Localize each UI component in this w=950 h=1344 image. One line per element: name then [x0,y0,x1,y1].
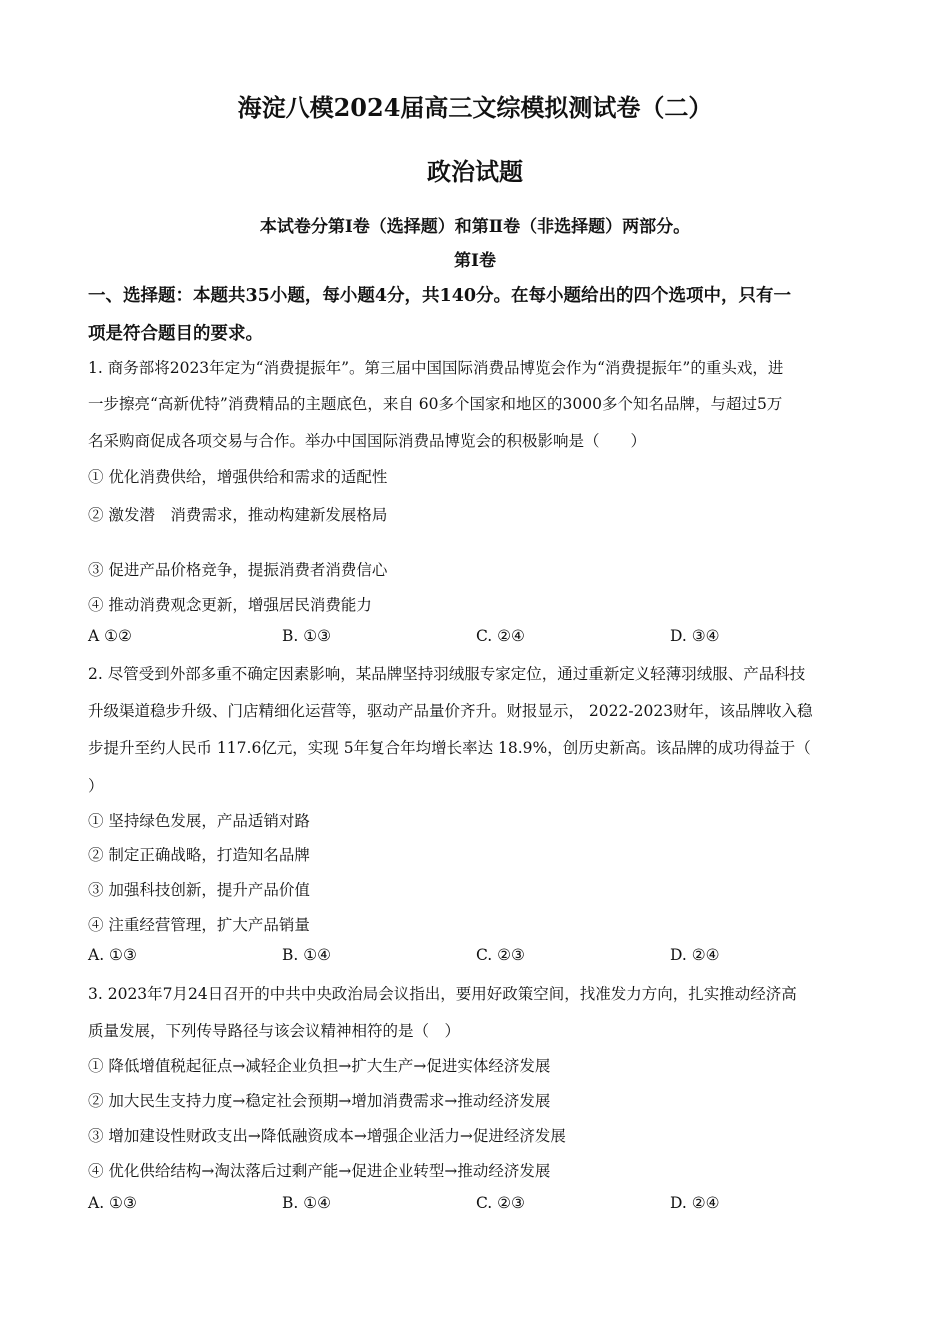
q2-stem-line: 步提升至约人民币 117.6亿元，实现 5年复合年均增长率达 18.9%，创历史新高。该品牌的成功得益于（ [88,739,811,757]
q3-item: ④ 优化供给结构→淘汰落后过剩产能→促进企业转型→推动经济发展 [88,1162,551,1180]
q1-stem-line: 一步擦亮“高新优特”消费精品的主题底色，来自 60多个国家和地区的3000多个知名品牌，与超过5万 [88,395,783,413]
section-heading-line-1: 一、选择题：本题共35小题，每小题4分，共140分。在每小题给出的四个选项中，只有一 [88,286,792,306]
q1-item: ③ 促进产品价格竞争，提振消费者消费信心 [88,561,388,579]
q1-option-b: B. ①③ [282,627,332,645]
q1-stem-line: 名采购商促成各项交易与合作。举办中国国际消费品博览会的积极影响是（ ） [88,432,647,450]
q1-item: ① 优化消费供给，增强供给和需求的适配性 [88,468,388,486]
q3-item: ② 加大民生支持力度→稳定社会预期→增加消费需求→推动经济发展 [88,1092,551,1110]
subject-title: 政治试题 [427,157,523,186]
section-heading-line-2: 项是符合题目的要求。 [88,324,263,344]
q1-item: ④ 推动消费观念更新，增强居民消费能力 [88,596,372,614]
q1-stem-line: 1. 商务部将2023年定为“消费提振年”。第三届中国国际消费品博览会作为“消费提振年”的重头戏，进 [88,359,784,377]
q2-item: ① 坚持绿色发展，产品适销对路 [88,812,310,830]
q2-option-b: B. ①④ [282,946,332,964]
q2-stem-line: ） [88,777,104,795]
q3-option-a: A. ①③ [88,1194,137,1212]
q3-item: ③ 增加建设性财政支出→降低融资成本→增强企业活力→促进经济发展 [88,1127,566,1145]
exam-note: 本试卷分第Ⅰ卷（选择题）和第Ⅱ卷（非选择题）两部分。 [259,217,691,237]
q2-item: ② 制定正确战略，打造知名品牌 [88,846,310,864]
q2-item: ③ 加强科技创新，提升产品价值 [88,881,310,899]
part-label: 第Ⅰ卷 [454,251,496,271]
q2-option-d: D. ②④ [670,946,720,964]
q3-option-d: D. ②④ [670,1194,720,1212]
q2-stem-line: 升级渠道稳步升级、门店精细化运营等，驱动产品量价齐升。财报显示， 2022-2023财年，该品牌收入稳 [88,702,813,720]
q3-stem-line: 3. 2023年7月24日召开的中共中央政治局会议指出，要用好政策空间，找准发力方向，扎实推动经济高 [88,985,797,1003]
exam-title: 海淀八模2024届高三文综模拟测试卷（二） [237,93,713,122]
q1-option-a: A ①② [88,627,132,645]
q3-option-b: B. ①④ [282,1194,332,1212]
q1-item: ② 激发潜 消费需求，推动构建新发展格局 [88,506,388,524]
q2-item: ④ 注重经营管理，扩大产品销量 [88,916,310,934]
q1-option-d: D. ③④ [670,627,720,645]
q2-stem-line: 2. 尽管受到外部多重不确定因素影响，某品牌坚持羽绒服专家定位，通过重新定义轻薄羽绒服、产品科技 [88,665,806,683]
q3-option-c: C. ②③ [476,1194,525,1212]
q3-stem-line: 质量发展，下列传导路径与该会议精神相符的是（ ） [88,1022,461,1040]
q2-option-c: C. ②③ [476,946,525,964]
q2-option-a: A. ①③ [88,946,137,964]
q1-option-c: C. ②④ [476,627,525,645]
q3-item: ① 降低增值税起征点→减轻企业负担→扩大生产→促进实体经济发展 [88,1057,551,1075]
